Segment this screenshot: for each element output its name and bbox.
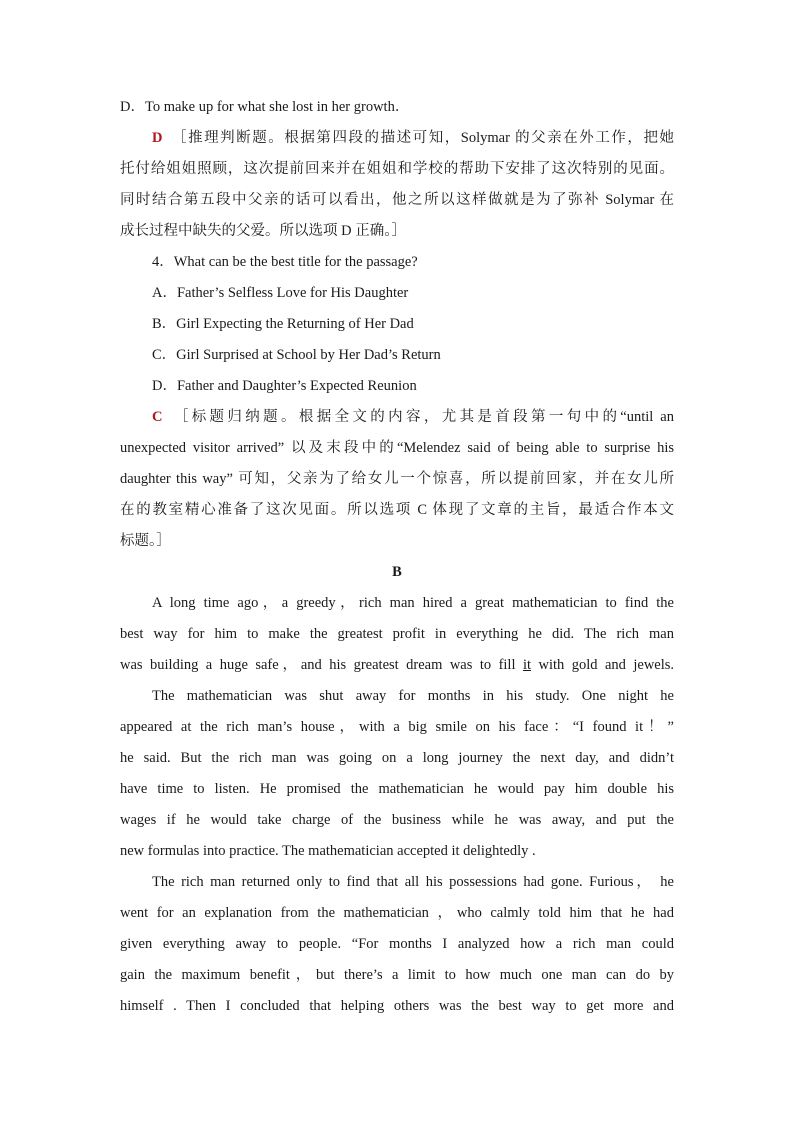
passage-line: himself . Then I concluded that helping others was the best way to get more and (120, 998, 674, 1014)
passage-text: was building a huge safe，and his greatest dream was to fill (120, 657, 516, 673)
q3-explanation-line (120, 123, 674, 154)
passage-line: wages if he would take charge of the business while he was away, and put the (120, 812, 674, 828)
q4-option-c: C．Girl Surprised at School by Her Dad’s Return (152, 347, 441, 363)
q3-option-d: D．To make up for what she lost in her growth． (120, 99, 410, 115)
q4-explanation-line: 标题。］ (120, 533, 171, 549)
passage-line: appeared at the rich man’s house，with a big smile on his face：“I found it！” (120, 719, 674, 735)
section-title: B (392, 564, 402, 580)
q4-explanation-line: daughter this way” 可知，父亲为了给女儿一个惊喜，所以提前回家，并在女儿所 (120, 471, 674, 487)
passage-line: The rich man returned only to find that all his possessions had gone. Furious， he (152, 874, 674, 890)
q4-explanation-line (120, 402, 674, 433)
q3-answer-letter: D (152, 130, 163, 146)
q4-question: 4．What can be the best title for the passage? (152, 254, 418, 270)
document-page (120, 92, 674, 1022)
underlined-word: it (522, 657, 532, 673)
q4-option-b: B．Girl Expecting the Returning of Her Dad (152, 316, 414, 332)
q4-option-d: D．Father and Daughter’s Expected Reunion (152, 378, 417, 394)
q4-option-a: A．Father’s Selfless Love for His Daughter (152, 285, 409, 301)
q4-explanation-line: unexpected visitor arrived” 以及末段中的“Melendez said of being able to surprise his (120, 440, 674, 456)
passage-line: new formulas into practice. The mathematician accepted it delightedly . (120, 843, 536, 859)
passage-line: went for an explanation from the mathematician ，who calmly told him that he had (120, 905, 674, 921)
passage-line: have time to listen. He promised the mathematician he would pay him double his (120, 781, 674, 797)
q3-explanation-line: 同时结合第五段中父亲的话可以看出，他之所以这样做就是为了弥补 Solymar 在 (120, 192, 674, 208)
q3-explanation-line: 成长过程中缺失的父爱。所以选项 D 正确。］ (120, 223, 406, 239)
passage-line (120, 650, 674, 681)
passage-line: The mathematician was shut away for months in his study. One night he (152, 688, 674, 704)
passage-line: A long time ago，a greedy，rich man hired a great mathematician to find the (152, 595, 674, 611)
q4-explanation-line: 在的教室精心准备了这次见面。所以选项 C 体现了文章的主旨，最适合作本文 (120, 502, 674, 518)
q4-explanation-text: ［标题归纳题。根据全文的内容，尤其是首段第一句中的“until an (170, 409, 674, 425)
passage-line: given everything away to people. “For months I analyzed how a rich man could (120, 936, 674, 952)
q3-explanation-line: 托付给姐姐照顾，这次提前回来并在姐姐和学校的帮助下安排了这次特别的见面。 (120, 161, 674, 177)
q4-answer-letter: C (152, 409, 163, 425)
passage-text: with gold and jewels. (538, 657, 675, 673)
passage-line: gain the maximum benefit，but there’s a limit to how much one man can do by (120, 967, 674, 983)
passage-line: best way for him to make the greatest profit in everything he did. The rich man (120, 626, 674, 642)
q3-explanation-text: ［推理判断题。根据第四段的描述可知，Solymar 的父亲在外工作，把她 (170, 130, 674, 146)
passage-line: he said. But the rich man was going on a long journey the next day, and didn’t (120, 750, 674, 766)
